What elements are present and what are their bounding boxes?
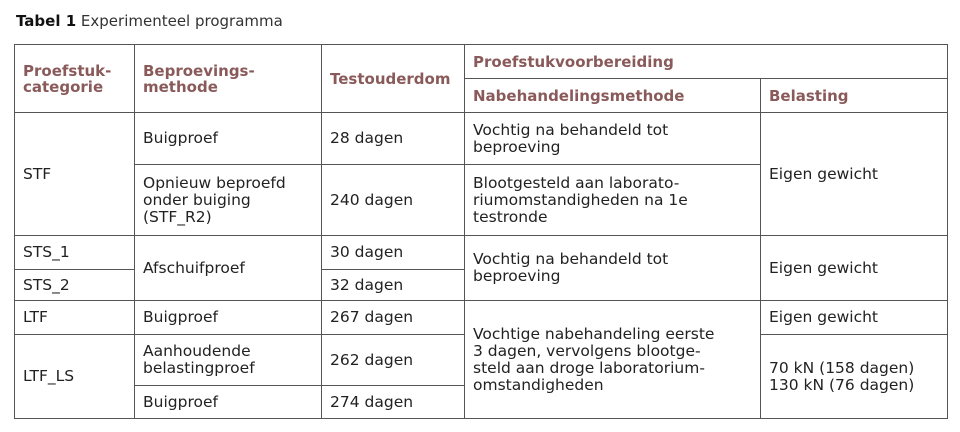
- cell-ltf-belasting: Eigen gewicht: [761, 301, 948, 335]
- header-nabehandeling: Nabehandelingsmethode: [465, 79, 761, 113]
- cell-ltfls-ouderdom-2: 274 dagen: [322, 386, 465, 419]
- cell-ltf-categorie: LTF: [15, 301, 135, 335]
- cell-sts-nabehandeling: Vochtig na behandeld tot beproeving: [465, 236, 761, 301]
- cell-sts2-categorie: STS_2: [15, 270, 135, 301]
- header-belasting: Belasting: [761, 79, 948, 113]
- cell-ltf-methode: Buigproef: [135, 301, 322, 335]
- cell-ltfls-methode-1: Aanhoudende belastingproef: [135, 335, 322, 386]
- header-methode: Beproevings- methode: [135, 45, 322, 113]
- cell-ltf-ouderdom: 267 dagen: [322, 301, 465, 335]
- cell-sts2-ouderdom: 32 dagen: [322, 270, 465, 301]
- cell-stf-nabehandeling-1: Vochtig na behandeld tot beproeving: [465, 113, 761, 165]
- cell-stf-methode-1: Buigproef: [135, 113, 322, 165]
- cell-stf-categorie: STF: [15, 113, 135, 236]
- header-voorbereiding: Proefstukvoorbereiding: [465, 45, 948, 79]
- cell-sts1-ouderdom: 30 dagen: [322, 236, 465, 270]
- caption-label: Tabel 1: [16, 12, 77, 30]
- cell-ltfls-belasting: 70 kN (158 dagen) 130 kN (76 dagen): [761, 335, 948, 419]
- cell-stf-methode-2: Opnieuw beproefd onder buiging (STF_R2): [135, 165, 322, 236]
- cell-ltfls-ouderdom-1: 262 dagen: [322, 335, 465, 386]
- cell-sts1-categorie: STS_1: [15, 236, 135, 270]
- cell-sts-belasting: Eigen gewicht: [761, 236, 948, 301]
- cell-stf-belasting: Eigen gewicht: [761, 113, 948, 236]
- caption-text: Experimenteel programma: [80, 12, 283, 30]
- cell-ltf-nabehandeling: Vochtige nabehandeling eerste 3 dagen, vervolgens blootge- steld aan droge laboratorium- omstandigheden: [465, 301, 761, 419]
- cell-ltfls-categorie: LTF_LS: [15, 335, 135, 419]
- header-categorie: Proefstuk- categorie: [15, 45, 135, 113]
- experiment-table: [14, 44, 948, 419]
- cell-stf-nabehandeling-2: Blootgesteld aan laborato- riumomstandigheden na 1e testronde: [465, 165, 761, 236]
- cell-sts-methode: Afschuifproef: [135, 236, 322, 301]
- table-caption: [16, 12, 283, 30]
- cell-stf-ouderdom-1: 28 dagen: [322, 113, 465, 165]
- header-ouderdom: Testouderdom: [322, 45, 465, 113]
- cell-ltfls-methode-2: Buigproef: [135, 386, 322, 419]
- cell-stf-ouderdom-2: 240 dagen: [322, 165, 465, 236]
